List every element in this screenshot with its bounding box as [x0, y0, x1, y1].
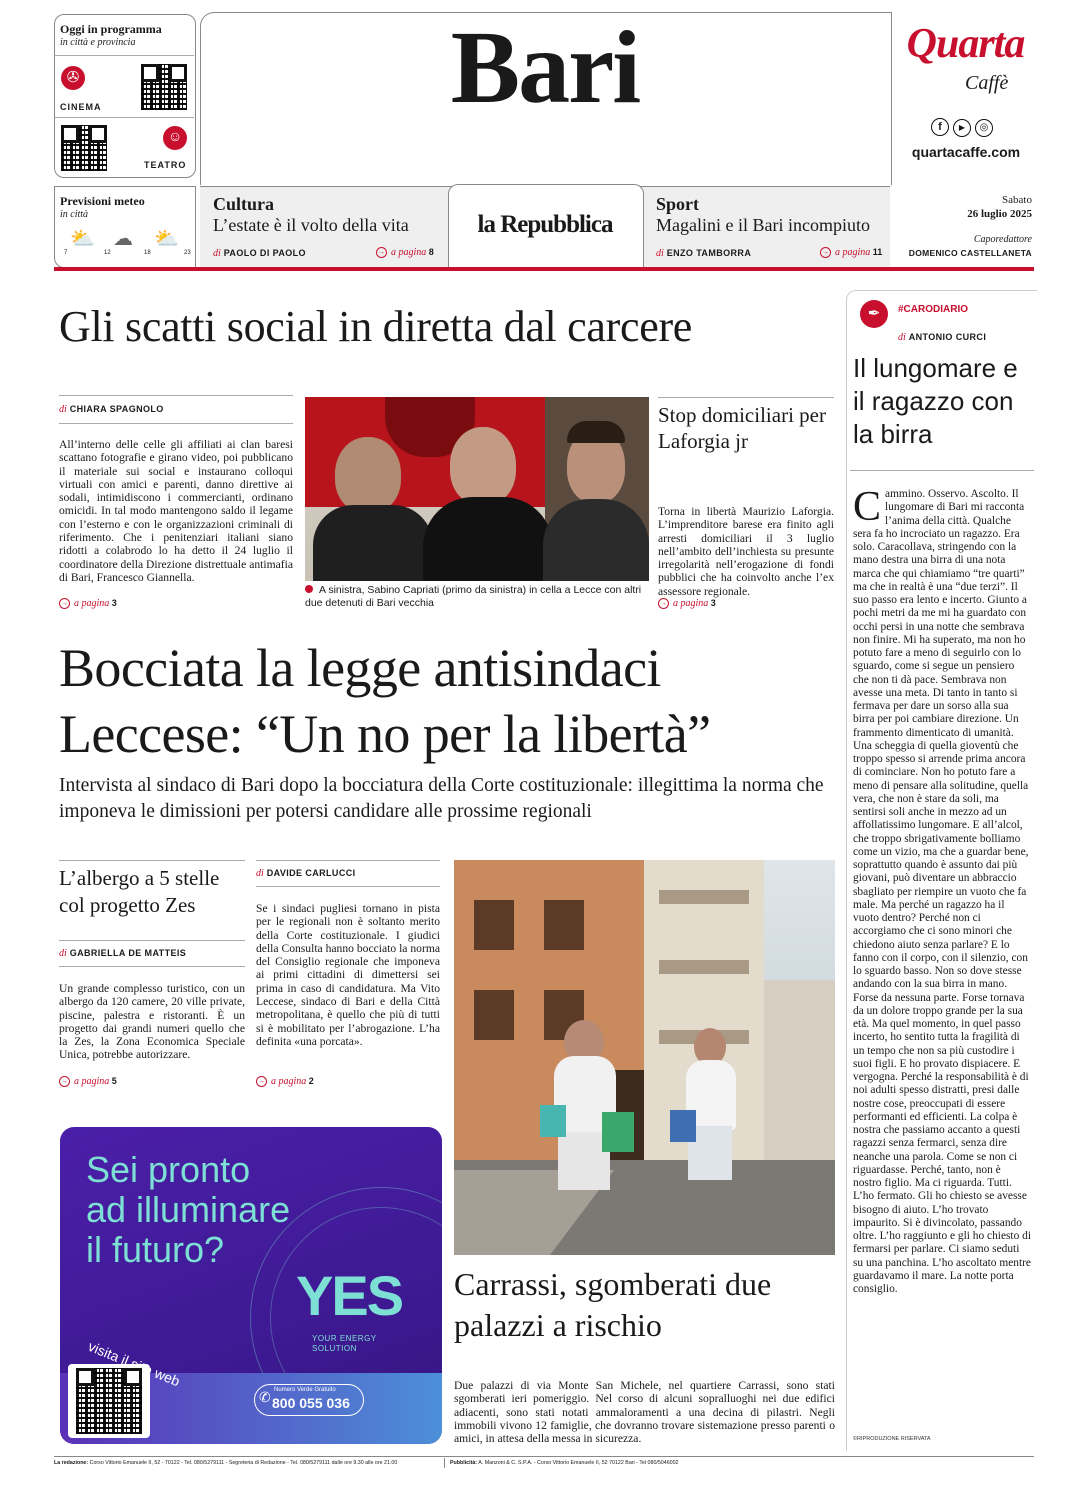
sponsor-sub: Caffè: [965, 72, 1009, 94]
article2-headline[interactable]: Stop domiciliari per Laforgia jr: [658, 403, 826, 453]
sport-byline: di ENZO TAMBORRA: [656, 248, 752, 259]
inmates-photo: [305, 397, 649, 581]
column-dropcap: C: [853, 484, 882, 530]
lead-headline-line2[interactable]: Leccese: “Un no per la libertà”: [59, 704, 711, 764]
issue-date: 26 luglio 2025: [967, 208, 1032, 220]
sport-title[interactable]: Magalini e il Bari incompiuto: [656, 215, 870, 235]
article3-byline: di GABRIELLA DE MATTEIS: [59, 948, 187, 959]
column-text: ammino. Osservo. Ascolto. Il lungomare di Bari mi racconta l’anima della città. Qualche sera fa ho incrociato un ragazzo. Era solo. Caracollava, stringendo con la mano destra una birra di una nota marca che qui chiamiamo “tre quarti” ma che in realtà è una “due terzi”. Il suo passo era lento e incerto. Giunto a pochi metri da me mi ha guardato con occhi persi in una notte che sembrava non finire. Mi ha superato, ma non ho potuto fare a meno di seguirlo con lo sguardo, come si segue un pensiero che non ti dà pace. Sembrava non avesse una meta. Di tanto in tanto si fermava per dare un sorso alla sua birra per poi cambiare direzione. Un frammento dimenticato di umanità. Una scheggia di quella gioventù che troppo spesso si arrende prima ancora di cominciare. Non ho potuto fare a meno di pensare alla solitudine, quella vera, che non è stare da soli, ma sentirsi soli anche in mezzo ad un affollatissimo lungomare. E all’alcol, che troppo sbrigativamente bolliamo come un vizio, ma che a guardar bene, soprattutto quando è assunto dai più giovani, può diventare un abbraccio sbagliato per riempire un vuoto che fa male. Ma perché un ragazzo ha il vuoto dentro? Perché non ci accorgiamo che ci sono minori che chiedono aiuto senza parlare? E lo fanno con il corpo, con il silenzio, con lo sguardo basso. Non so dove stesse andando con la sua birra in mano. Forse da nessuna parte. Forse tornava da un dolore troppo grande per la sua età. Ma quel momento, in quel passo incerto, ho sentito tutta la fragilità di un tempo che non sa più custodire i suoi figli. E ho provato dispiacere. E vergogna. Perché la responsabilità è di noi adulti spesso distratti, presi dalle nostre cose, preoccupati di essere performanti ed efficienti. La colpa è nostra che passiamo accanto a questi ragazzi senza fermarci, senza dire neanche una parola. Come se non ci riguardasse. Perché, tanto, non è nostro figlio. Ma ci riguarda. Tutti. L’ho fermato. Gli ho chiesto se avesse bisogno di aiuto. L’ho trovato impaurito. Si è divincolato, passando oltre. L’ho raggiunto e gli ho chiesto di fermarsi per parlare. Ci siamo seduti su una panchina. L’ho ascoltato mentre guardavamo il mare. La notte porta consiglio.: [853, 488, 1032, 1295]
issue-day: Sabato: [1002, 194, 1032, 206]
ad-line2: ad illuminare: [86, 1189, 291, 1230]
lead-subhead: Intervista al sindaco di Bari dopo la bocciatura della Corte costituzionale: illegittima la norma che imponeva le dimissioni per potersi candidare alle prossime regionali: [59, 775, 824, 822]
youtube-icon[interactable]: ▶: [953, 119, 971, 137]
article5-headline[interactable]: Carrassi, sgomberati due palazzi a rischio: [454, 1266, 772, 1343]
pen-icon: ✒: [860, 300, 888, 328]
social-icons: [931, 117, 1001, 137]
arrow-right-icon: →: [61, 1077, 68, 1085]
article3-page-ref[interactable]: → a pagina 5: [61, 1076, 117, 1087]
lead-headline-line1[interactable]: Bocciata la legge antisindaci: [59, 638, 661, 698]
cinema-icon: ✇: [61, 66, 85, 90]
article5-body: Due palazzi di via Monte San Michele, nel quartiere Carrassi, sono stati sgomberati ieri pomeriggio. Nel corso di alcuni sopralluoghi nei due edifici adiacenti, sono stati notati ammaloramenti a una decina di pilastri. Negli immobili vivono 12 famiglie, che dovranno trovare sistemazione presso parenti o amici, in attesa della messa in sicurezza.: [454, 1379, 835, 1446]
article2-body: Torna in libertà Maurizio Laforgia. L’imprenditore barese era finito agli arresti domiciliari il 3 luglio nell’ambito dell’inchiesta su presunte irregolarità nell’erogazione di fondi pubblici che ha coinvolto anche l’ex assessore regionale.: [658, 505, 834, 598]
instagram-icon[interactable]: ◎: [975, 119, 993, 137]
article4-page-ref[interactable]: → a pagina 2: [258, 1076, 314, 1087]
column-byline: di ANTONIO CURCI: [898, 332, 987, 343]
yes-logo-sub1: YOUR ENERGY: [312, 1334, 377, 1343]
repubblica-logo: la Repubblica: [477, 211, 613, 238]
street-photo: [454, 860, 835, 1255]
cinema-qr-code[interactable]: [141, 64, 187, 110]
article1-headline[interactable]: Gli scatti social in diretta dal carcere: [59, 302, 693, 351]
arrow-right-icon: →: [61, 599, 68, 607]
meteo-hour: 12: [104, 250, 111, 256]
meteo-hour: 7: [64, 250, 68, 256]
ad-line3: il futuro?: [86, 1229, 225, 1270]
phone-label: Numero Verde Gratuito: [274, 1387, 336, 1393]
cinema-link[interactable]: CINEMA: [60, 102, 102, 112]
meteo-hour: 18: [144, 250, 151, 256]
meteo-hour: 23: [184, 250, 191, 256]
article1-byline: di CHIARA SPAGNOLO: [59, 404, 164, 415]
article4-byline: di DAVIDE CARLUCCI: [256, 868, 356, 879]
column-tag[interactable]: #CARODIARIO: [898, 304, 969, 315]
red-rule: [54, 267, 1034, 271]
ad-visit-text: visita il web: [86, 1338, 183, 1390]
sponsor-url[interactable]: quartacaffe.com: [911, 144, 1021, 160]
article3-body: Un grande complesso turistico, con un albergo da 120 camere, 20 ville private, piscine, palestra e ristoranti. È un progetto dai grandi numeri quello che la Zes, la Zona Economica Speciale Unica, potrebbe autorizzare.: [59, 982, 245, 1062]
article3-headline[interactable]: L’albergo a 5 stelle col progetto Zes: [59, 866, 220, 917]
cultura-section: Cultura: [213, 194, 275, 214]
article1-page-ref[interactable]: → a pagina 3: [61, 598, 117, 609]
article1-body: All’interno delle celle gli affiliati ai clan baresi scattano fotografie e girano video, poi pubblicano il materiale sui social e instaurano colloqui virtuali con amici e parenti, danno direttive ai sodali, intimidiscono i commercianti, ordinano omicidi. In tal modo mantengono saldo il legame con l’esterno e con le organizzazioni criminali di riferimento. Che i penitenziari italiani siano ridotti a colabrodo lo ha detto il 24 luglio il coordinatore della Direzione distrettuale antimafia di Bari, Francesco Giannella.: [59, 438, 293, 584]
weather-icon-sun-cloud: ⛅: [70, 228, 95, 250]
cultura-byline: di PAOLO DI PAOLO: [213, 248, 306, 259]
teatro-qr-code[interactable]: [61, 125, 107, 171]
footer-redazione: La redazione: Corso Vittorio Emanuele II, 52 - 70122 - Tel. 080/5279111 - Segreteria di Redazione - Tel. 080/5279111 dalle ore 9.30 alle ore 21.00: [54, 1460, 398, 1466]
meteo-subtitle: in città: [60, 209, 89, 220]
column-headline[interactable]: Il lungomare e il ragazzo con la birra: [853, 353, 1018, 449]
sponsor-logo: Quarta: [906, 21, 1025, 67]
cultura-page-ref[interactable]: → a pagina 8: [378, 247, 434, 258]
programma-subtitle: in città e provincia: [60, 37, 136, 48]
meteo-title: Previsioni meteo: [60, 194, 145, 208]
phone-number: 800 055 036: [272, 1395, 350, 1411]
sport-page-ref[interactable]: → a pagina 11: [822, 247, 883, 258]
teatro-link[interactable]: TEATRO: [144, 160, 187, 170]
capo-label: Caporedattore: [973, 234, 1032, 245]
cultura-title[interactable]: L’estate è il volto della vita: [213, 215, 409, 235]
capo-name: DOMENICO CASTELLANETA: [908, 248, 1032, 258]
caption-bullet-icon: [305, 585, 313, 593]
footer-rule: [54, 1456, 1034, 1457]
ad-line1: Sei pronto: [86, 1149, 251, 1190]
arrow-right-icon: →: [660, 599, 667, 607]
weather-icon-sun-cloud-2: ⛅: [154, 228, 179, 250]
yes-logo-sub2: SOLUTION: [312, 1344, 357, 1353]
footer-pubblicita: Pubblicità: A. Manzoni & C. S.P.A. - Corso Vittorio Emanuele II, 52 70122 Bari - Tel 080/5046002: [450, 1460, 679, 1466]
column-copyright: ©RIPRODUZIONE RISERVATA: [853, 1436, 931, 1442]
arrow-right-icon: →: [258, 1077, 265, 1085]
photo1-caption: A sinistra, Sabino Capriati (primo da sinistra) in cella a Lecce con altri due detenuti di Bari vecchia: [305, 584, 642, 609]
yes-logo: YES: [296, 1264, 403, 1327]
weather-icon-cloud: ☁: [113, 228, 133, 250]
city-title: Bari: [450, 10, 640, 125]
teatro-icon: ☺: [163, 126, 187, 150]
article4-body: Se i sindaci pugliesi tornano in pista per le regionali non è soltanto merito della Corte costituzionale. I giudici della Consulta hanno bocciato la norma del Consiglio regionale che imponeva ai primi cittadini di dimettersi sei prima in caso di candidatura. Ma Vito Leccese, sindaco di Bari e della Città metropolitana, è quello che più di tutti si è mobilitato per l’abrogazione. L’ha definita «una porcata».: [256, 902, 440, 1048]
programma-title: Oggi in programma: [60, 22, 162, 36]
arrow-right-icon: →: [378, 248, 385, 256]
column-body: [853, 484, 1032, 1296]
ad-qr-code[interactable]: [76, 1368, 142, 1434]
phone-icon: ✆: [259, 1391, 271, 1406]
article2-page-ref[interactable]: → a pagina 3: [660, 598, 716, 609]
facebook-icon[interactable]: f: [931, 118, 949, 136]
arrow-right-icon: →: [822, 248, 829, 256]
sport-section: Sport: [656, 194, 700, 214]
